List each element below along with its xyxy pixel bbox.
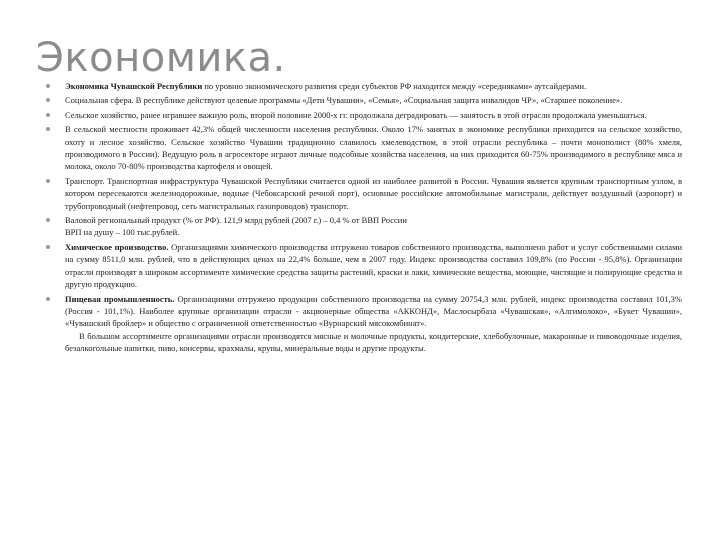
bullet-lead: Пищевая промышленность. [65, 293, 175, 304]
bullet-text: Организациями химического производства отгружено товаров собственного производства, выполнено работ и услуг собственными силами на сумму 8511,0 млн. рублей, что в действующих ценах на 22,4% больше, чем в 2007 году. Индекс производства составил 109,8% (по России - 95,8%). Организации отрасли производят в широком ассортименте химические средства защиты растений, краски и лаки, химические вещества, моющие, чистящие и полирующие средства и другую продукцию. [65, 241, 683, 290]
bullet-text: Транспорт. Транспортная инфраструктура Чувашской Республики считается одной из наиболее развитой в России. Чувашия является крупным транспортным узлом, в котором пересекаются железнодорожные, водные (Чебоксарский речной порт), основные российские автомобильные магистрали, действует воздушный (аэропорт) и трубопроводный (нефтепровод, сеть магистральных газопроводов) транспорт. [65, 175, 682, 211]
bullet-economy [46, 80, 682, 92]
bullet-dot-icon [46, 297, 50, 301]
bullet-chemical [46, 241, 682, 291]
bullet-food [46, 293, 682, 355]
bullet-text: В сельской местности проживает 42,3% общей численности населения республики. Около 17% занятых в экономике республики приходится на сельское хозяйство, охоту и лесное хозяйство. Сельское хозяйство Чувашии традиционно славилось хмелеводством, в этой отрасли республика – почти монополист (80% хмеля, производимого в России). Ведущую роль в агросекторе играют личные подсобные хозяйства населения, на них приходится 60-75% производимого в республике мяса и молока, около 70-80% производства картофеля и овощей. [65, 124, 682, 172]
bullet-dot-icon [46, 113, 50, 117]
bullet-transport [46, 175, 682, 212]
bullet-grp [46, 214, 682, 239]
bullet-text: Сельское хозяйство, ранее игравшее важную роль, второй половине 2000-х гг. продолжала деградировать — занятость в этой отрасли продолжала уменьшаться. [65, 109, 647, 120]
bullet-text-line2: ВРП на душу – 100 тыс.рублей. [65, 227, 180, 238]
bullet-agriculture [46, 109, 682, 121]
bullet-text-continued: В большом ассортименте организациями отрасли производятся мясные и молочные продукты, кондитерские, хлебобулочные, макаронные и пивоводочные изделия, безалкогольные напитки, пиво, консервы, крахмалы, крупы, минеральные воды и другие продукты. [65, 330, 682, 354]
bullet-text: по уровню экономического развития среди субъектов РФ находится между «середняками» аутсайдерами. [202, 81, 587, 91]
bullet-dot-icon [46, 179, 50, 183]
slide-content [46, 80, 682, 357]
bullet-text: Социальная сфера. В республике действуют целевые программы «Дети Чувашии», «Семья», «Социальная защита инвалидов ЧР», «Старшее поколение». [65, 95, 623, 106]
bullet-social [46, 94, 682, 106]
bullet-text-line1: Валовой региональный продукт (% от РФ). 121,9 млрд рублей (2007 г.) – 0,4 % от ВВП России [65, 215, 407, 226]
bullet-lead: Химическое производство. [65, 241, 169, 252]
bullet-dot-icon [46, 84, 50, 88]
bullet-dot-icon [46, 218, 50, 222]
bullet-lead: Экономика Чувашской Республики [65, 81, 203, 91]
bullet-list [46, 80, 682, 355]
bullet-dot-icon [46, 127, 50, 131]
slide-title: Экономика. [36, 35, 286, 81]
bullet-rural [46, 123, 682, 173]
bullet-dot-icon [46, 245, 50, 249]
bullet-dot-icon [46, 98, 50, 102]
bullet-text: Организациями отгружено продукции собственного производства на сумму 20754,3 млн. рублей, индекс производства составил 101,3% (Россия - 101,1%). Наиболее крупные организации отрасли - акционерные общества «АККОНД», Маслосырбаза «Чувашская», «Алгимолоко», «Букет Чувашии», «Чувашский бройлер» и общество с ограниченной ответственностью «Вурнарский мясокомбинат». [65, 293, 683, 329]
